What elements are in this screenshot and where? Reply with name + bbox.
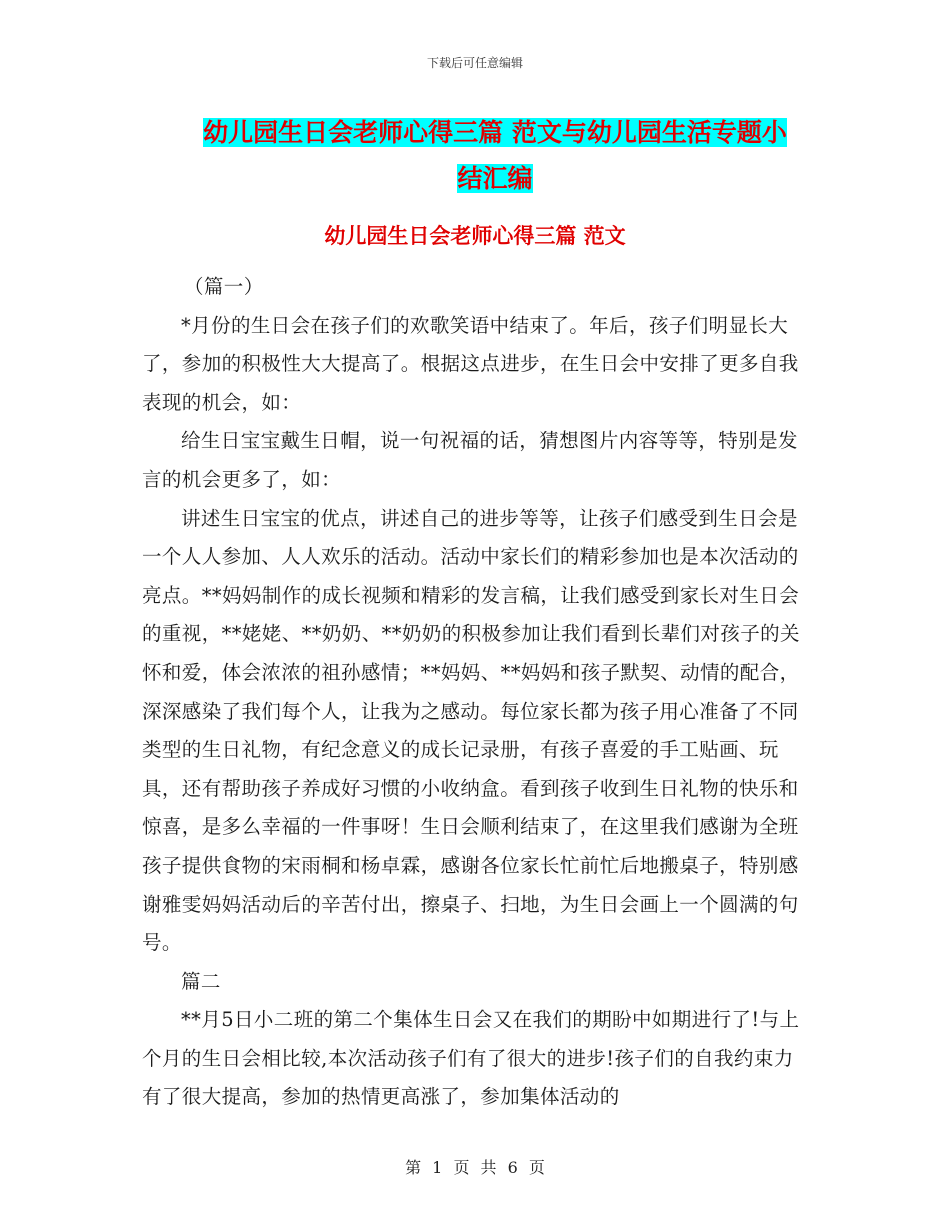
chapter-heading-2: 篇二 [181,969,221,993]
chapter-heading-1: （篇一） [184,275,264,298]
section-title: 幼儿园生日会老师心得三篇 范文 [324,224,626,248]
paragraph: 给生日宝宝戴生日帽，说一句祝福的话，猜想图片内容等等，特别是发言的机会更多了，如： [142,429,798,491]
paragraph: *月份的生日会在孩子们的欢歌笑语中结束了。年后，孩子们明显长大了，参加的积极性大大提高了。根据这点进步，在生日会中安排了更多自我表现的机会，如： [142,313,799,414]
document-title-line2: 结汇编 [457,164,533,193]
document-title [140,110,850,202]
paragraph: **月5日小二班的第二个集体生日会又在我们的期盼中如期进行了!与上个月的生日会相比较,本次活动孩子们有了很大的进步!孩子们的自我约束力有了很大提高，参加的热情更高涨了，参加集体活动的 [142,1008,800,1109]
document-title-line1: 幼儿园生日会老师心得三篇 范文与幼儿园生活专题小 [203,118,787,147]
document-body [142,268,808,1117]
page-indicator: 第 1 页 共 6 页 [405,1158,545,1177]
paragraph: 讲述生日宝宝的优点，讲述自己的进步等等，让孩子们感受到生日会是一个人人参加、人人欢乐的活动。活动中家长们的精彩参加也是本次活动的亮点。**妈妈制作的成长视频和精彩的发言稿，让我们感受到家长对生日会的重视，**姥姥、**奶奶、**奶奶的积极参加让我们看到长辈们对孩子的关怀和爱，体会浓浓的祖孙感情；**妈妈、**妈妈和孩子默契、动情的配合，深深感染了我们每个人，让我为之感动。每位家长都为孩子用心准备了不同类型的生日礼物，有纪念意义的成长记录册，有孩子喜爱的手工贴画、玩具，还有帮助孩子养成好习惯的小收纳盒。看到孩子收到生日礼物的快乐和惊喜，是多么幸福的一件事呀！生日会顺利结束了，在这里我们感谢为全班孩子提供食物的宋雨桐和杨卓霖，感谢各位家长忙前忙后地搬桌子，特别感谢雅雯妈妈活动后的辛苦付出，擦桌子、扫地，为生日会画上一个圆满的句号。 [142,506,800,955]
header-note: 下载后可任意编辑 [426,56,523,70]
